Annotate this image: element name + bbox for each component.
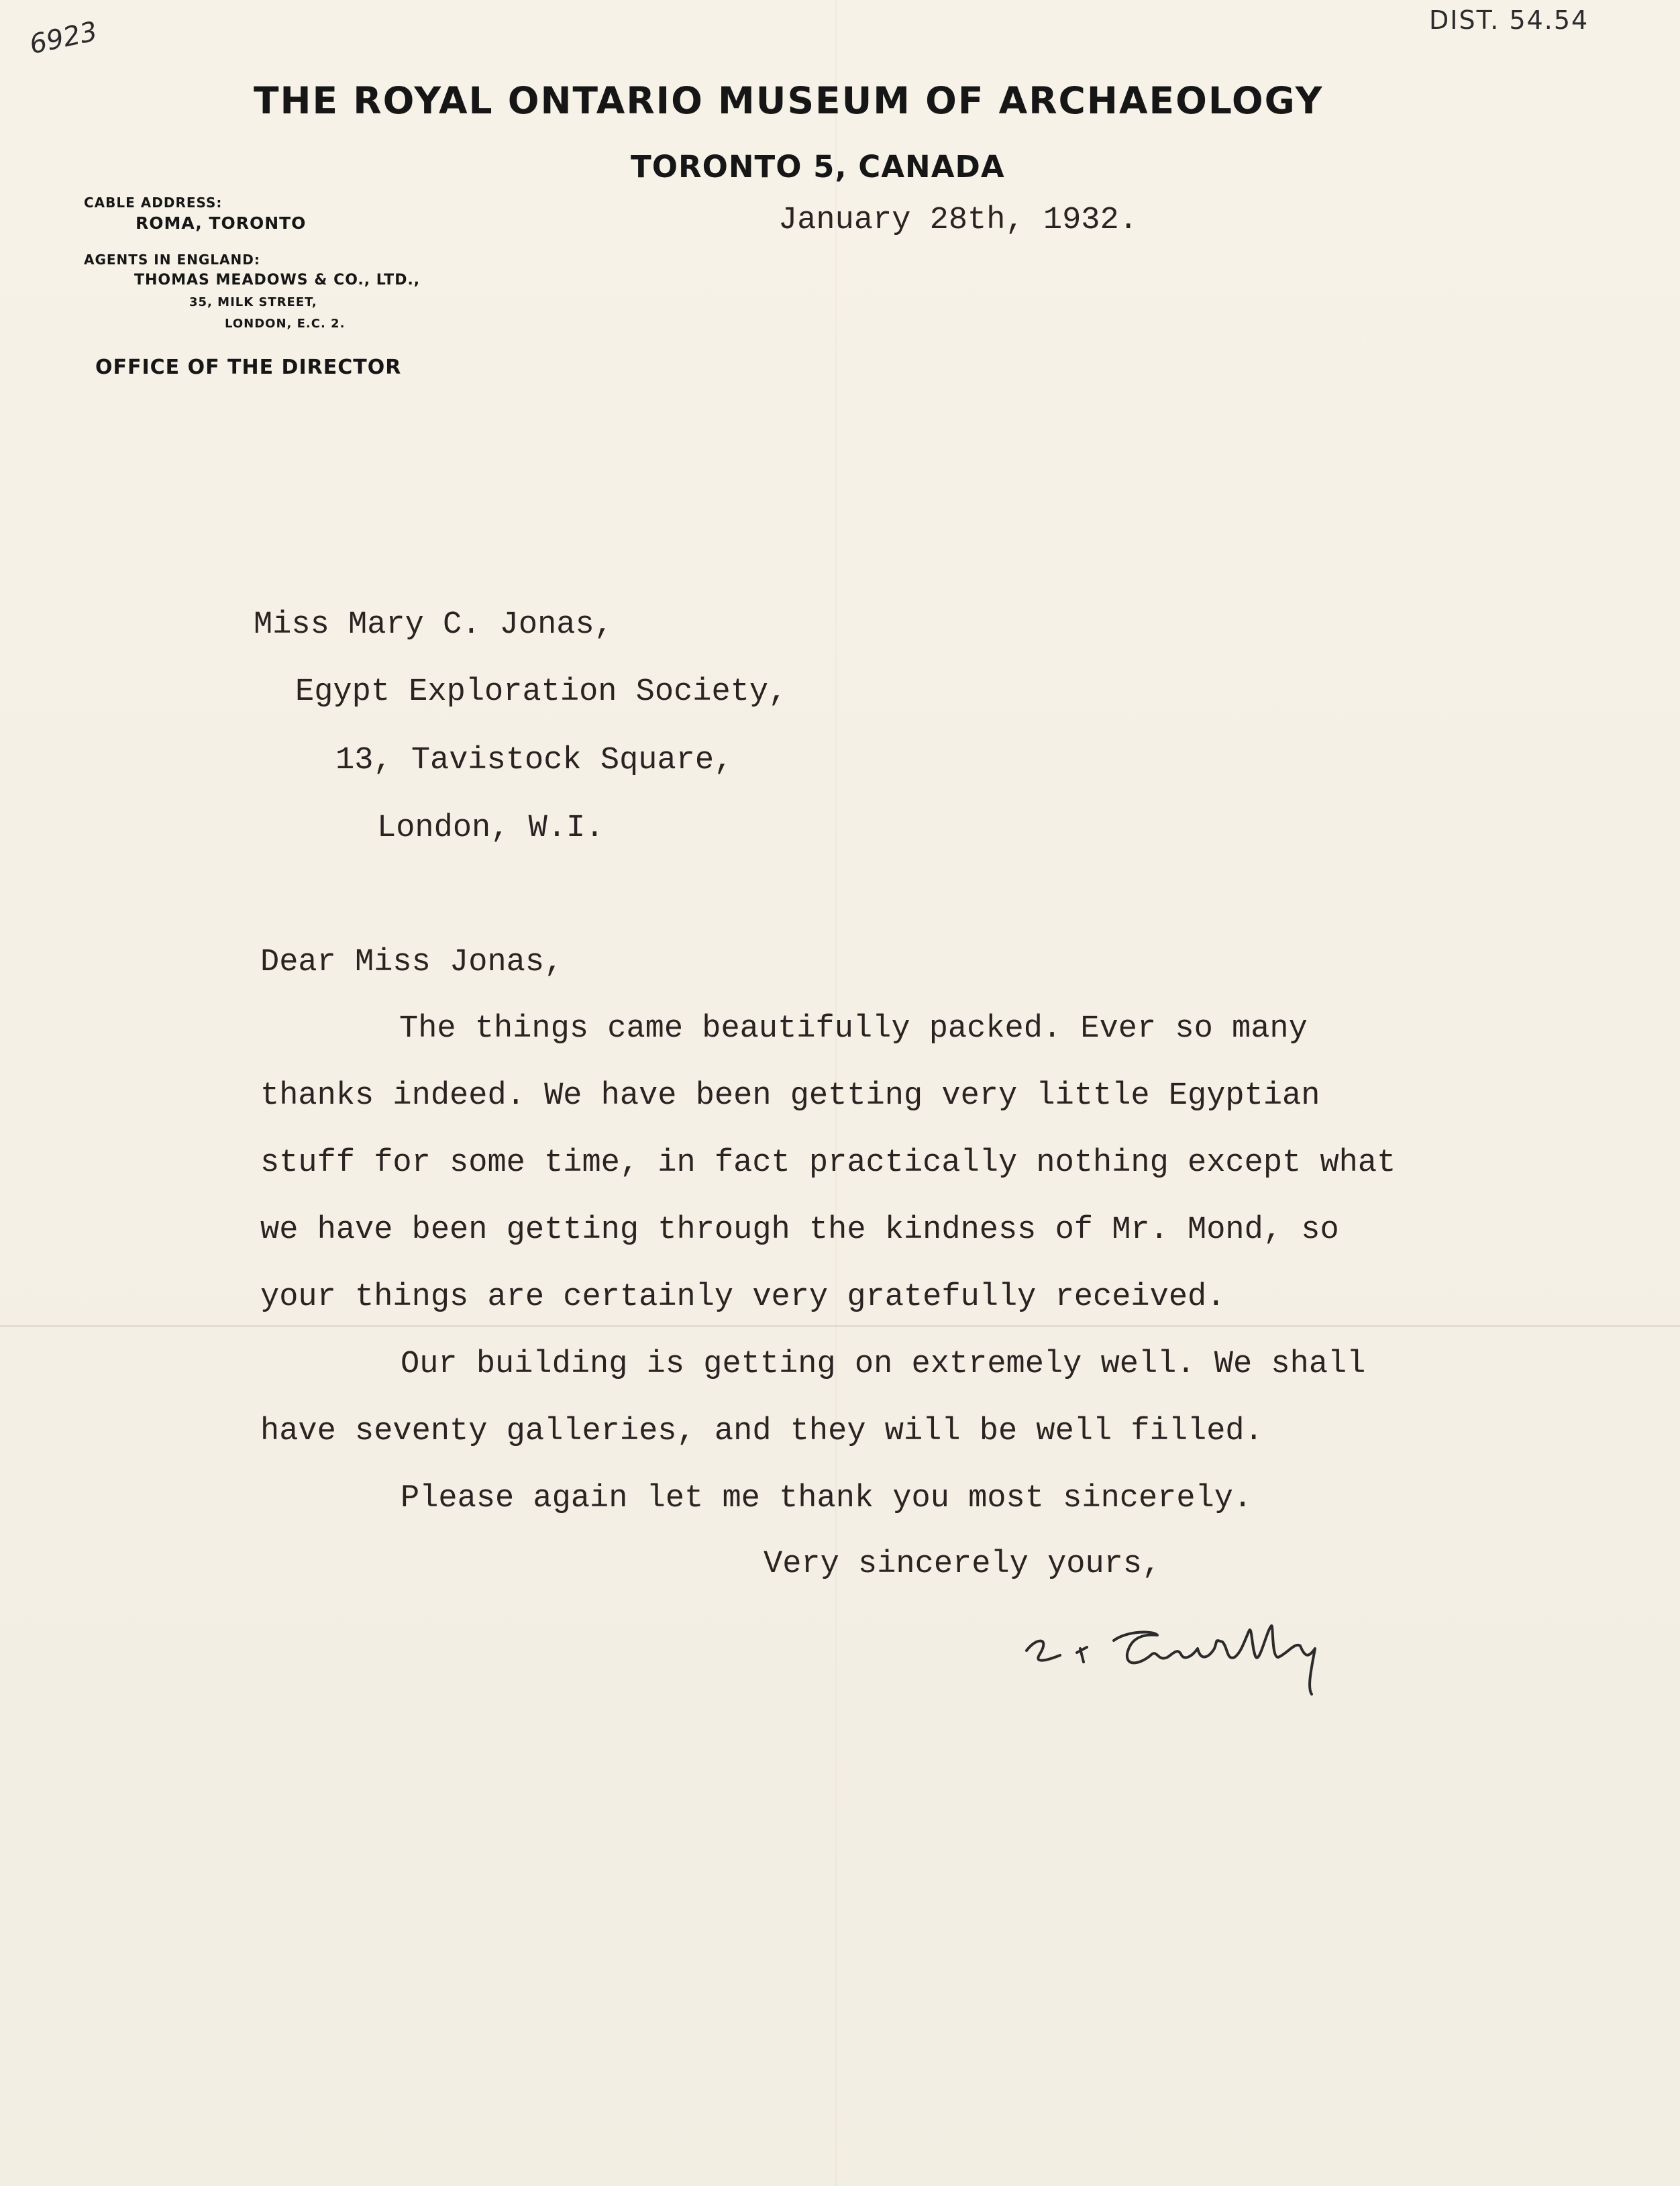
letterhead-agents-label: AGENTS IN ENGLAND: bbox=[84, 252, 260, 268]
letterhead-office: OFFICE OF THE DIRECTOR bbox=[95, 356, 402, 379]
salutation: Dear Miss Jonas, bbox=[260, 945, 564, 980]
body-line: Our building is getting on extremely well. We shall bbox=[401, 1347, 1366, 1382]
letterhead-agents-line2: 35, MILK STREET, bbox=[189, 295, 317, 309]
body-line: Please again let me thank you most sincerely. bbox=[401, 1481, 1253, 1516]
body-line: The things came beautifully packed. Ever so many bbox=[399, 1011, 1308, 1047]
letterhead-cable-label: CABLE ADDRESS: bbox=[84, 195, 223, 211]
body-line: we have been getting through the kindness of Mr. Mond, so bbox=[260, 1212, 1339, 1248]
recipient-city: London, W.I. bbox=[377, 811, 605, 846]
recipient-organization: Egypt Exploration Society, bbox=[295, 674, 788, 710]
letterhead-cable-value: ROMA, TORONTO bbox=[136, 213, 307, 233]
archive-number-handwritten: 6923 bbox=[27, 15, 101, 60]
recipient-name: Miss Mary C. Jonas, bbox=[254, 607, 613, 643]
letterhead-institution: THE ROYAL ONTARIO MUSEUM OF ARCHAEOLOGY bbox=[254, 79, 1324, 122]
archive-reference-handwritten: DIST. 54.54 bbox=[1429, 5, 1589, 35]
paper-fold-line bbox=[0, 1325, 1680, 1327]
body-line: have seventy galleries, and they will be well filled. bbox=[260, 1414, 1263, 1449]
body-line: your things are certainly very gratefully received. bbox=[260, 1280, 1226, 1315]
closing: Very sincerely yours, bbox=[764, 1547, 1161, 1582]
body-line: stuff for some time, in fact practically nothing except what bbox=[260, 1145, 1396, 1181]
letterhead-agents-line3: LONDON, E.C. 2. bbox=[225, 317, 346, 331]
body-line: thanks indeed. We have been getting very little Egyptian bbox=[260, 1078, 1320, 1114]
recipient-street: 13, Tavistock Square, bbox=[335, 743, 733, 778]
letter-date: January 28th, 1932. bbox=[778, 203, 1138, 238]
handwritten-signature bbox=[1013, 1600, 1375, 1701]
letterhead-agents-line1: THOMAS MEADOWS & CO., LTD., bbox=[134, 272, 421, 289]
letterhead-city: TORONTO 5, CANADA bbox=[631, 149, 1005, 185]
